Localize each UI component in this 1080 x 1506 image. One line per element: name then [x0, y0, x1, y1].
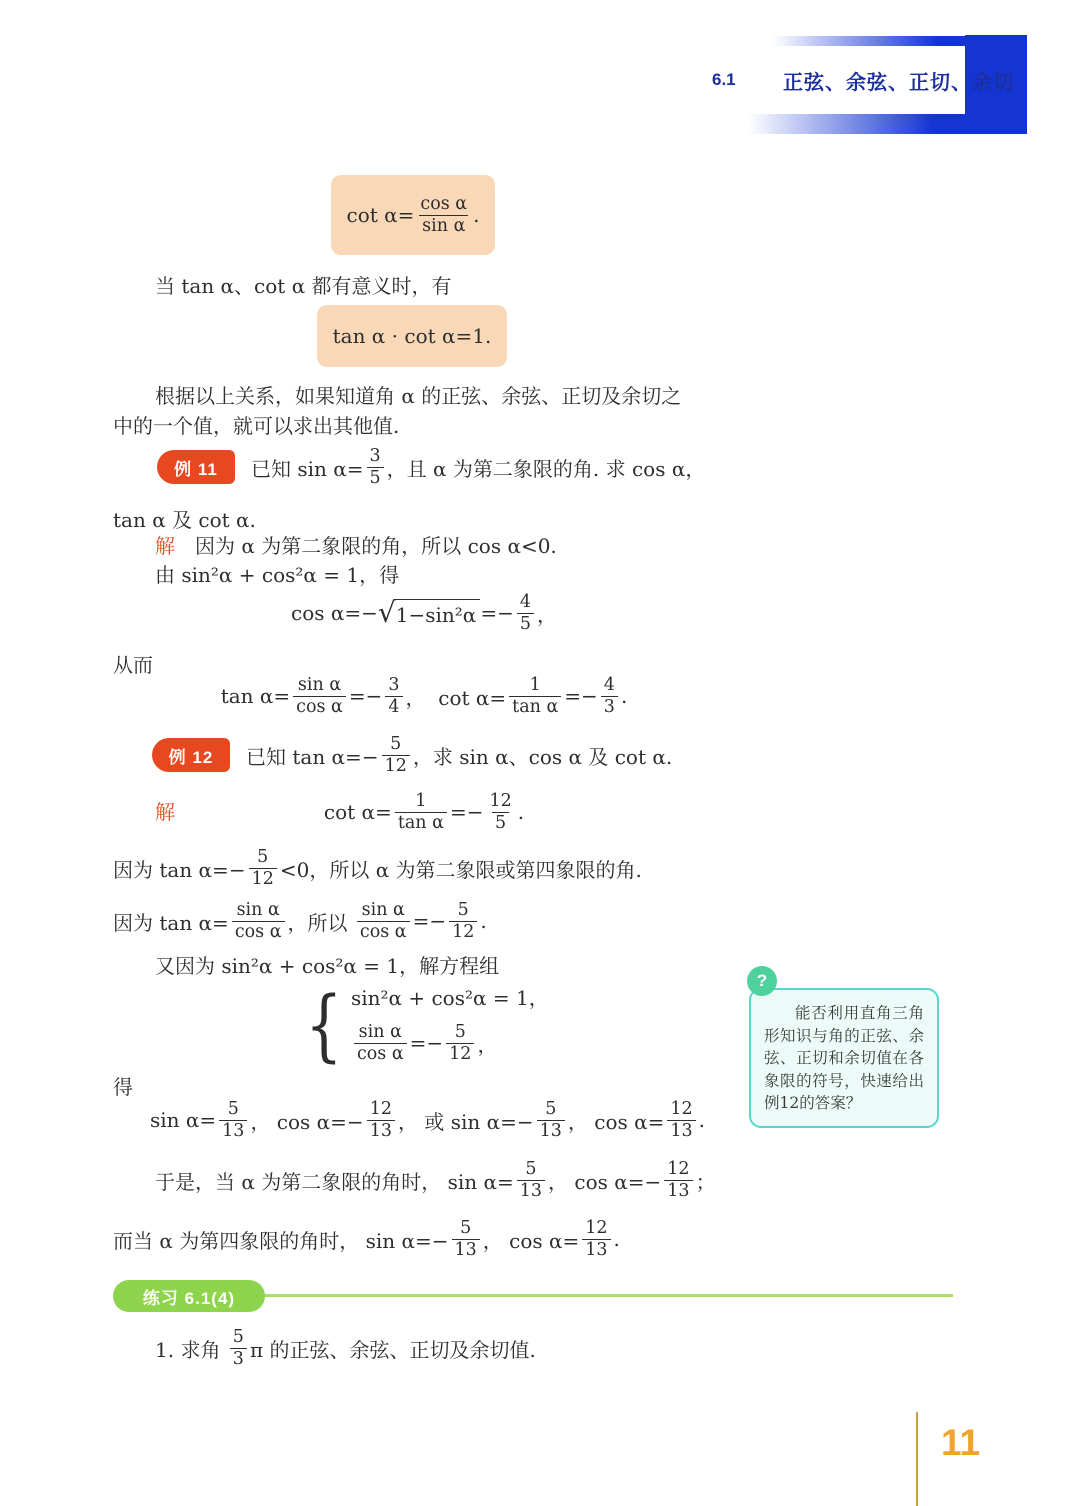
t: sin α=	[150, 1108, 217, 1132]
fraction-numerator: 12	[369, 1098, 392, 1119]
fraction	[601, 675, 618, 717]
fraction-numerator: sin α	[297, 674, 342, 695]
system-row2	[351, 1017, 498, 1069]
fraction-denominator: sin α	[419, 215, 468, 237]
equation-cos	[113, 586, 735, 640]
fraction	[219, 1099, 247, 1141]
fraction-denominator: 13	[537, 1120, 565, 1142]
fraction-denominator: 12	[249, 868, 277, 890]
equation-system	[113, 980, 735, 1072]
t: ；	[695, 1169, 716, 1194]
fraction	[395, 791, 447, 833]
t: .	[698, 1108, 706, 1132]
practice-badge: 练习 6.1(4)	[113, 1280, 265, 1312]
section-number: 6.1	[712, 70, 736, 89]
example11-row	[157, 440, 705, 494]
fraction	[582, 1218, 610, 1260]
fraction-denominator: 3	[601, 696, 618, 718]
fraction-numerator: cos α	[420, 193, 468, 214]
example12-solution-label: 解	[155, 800, 175, 824]
fraction-denominator: 13	[367, 1120, 395, 1142]
equation-cot12	[113, 784, 735, 840]
radical-sign: √	[377, 596, 396, 629]
fraction	[232, 900, 285, 942]
fraction-denominator: tan α	[395, 812, 447, 834]
t: =−	[564, 684, 598, 708]
paragraph-line2: 中的一个值，就可以求出其他值.	[113, 414, 400, 438]
fraction-numerator: 12	[667, 1158, 690, 1179]
paragraph-line1: 根据以上关系，如果知道角 α 的正弦、余弦、正切及余切之	[155, 384, 682, 408]
t: <0，所以 α 为第二象限或第四象限的角.	[279, 857, 642, 882]
fraction	[517, 592, 534, 634]
system-row1: sin²α + cos²α = 1，	[350, 986, 549, 1010]
fraction-denominator: 13	[452, 1239, 480, 1261]
t: ， cot α=	[405, 685, 507, 710]
t: =−	[449, 800, 484, 824]
because-line2	[113, 895, 487, 947]
text-when-defined: 当 tan α、cot α 都有意义时，有	[155, 274, 452, 298]
t: .	[613, 1227, 620, 1251]
formula-cot-lhs: cot α=	[346, 203, 415, 227]
fraction	[385, 675, 402, 717]
page-title: 正弦、余弦、正切、余切	[783, 72, 1014, 94]
fraction-numerator: 5	[454, 1021, 466, 1042]
practice-rule-line	[265, 1294, 953, 1297]
thus-line	[155, 1153, 716, 1207]
fraction-numerator: 4	[603, 674, 615, 695]
fraction	[509, 675, 561, 717]
eq-cos-pre: cos α=−	[291, 601, 378, 625]
results-line	[150, 1093, 705, 1147]
fraction-denominator: 3	[230, 1348, 247, 1370]
fraction-numerator: 5	[525, 1158, 537, 1179]
t: ， cos α=−	[548, 1169, 662, 1194]
example11-badge: 例 11	[157, 450, 235, 484]
system-rows	[351, 983, 549, 1069]
fraction-denominator: 13	[667, 1120, 695, 1142]
eq-cos-mid: =−	[480, 601, 514, 625]
fraction-numerator: 5	[390, 733, 402, 754]
fraction-numerator: 5	[457, 899, 469, 920]
example12-given-pre: 已知 tan α=−	[246, 744, 379, 769]
t: .	[480, 909, 487, 933]
fraction-numerator: 12	[585, 1217, 608, 1238]
header-gradient-top	[772, 36, 965, 46]
fraction	[230, 1327, 247, 1369]
formula-box-tancot	[317, 305, 507, 367]
equation-tan-cot	[113, 668, 735, 724]
t: ，	[477, 1032, 498, 1057]
again-line: 又因为 sin²α + cos²α = 1，解方程组	[155, 954, 500, 978]
eq-cos-post: ，	[536, 602, 557, 627]
fraction	[293, 675, 346, 717]
example12-row	[152, 727, 672, 783]
question-mark-icon: ?	[747, 966, 777, 996]
conjunction-congwer: 从而	[113, 653, 153, 677]
solution-text: 因为 α 为第二象限的角，所以 cos α<0.	[195, 534, 557, 558]
fraction-denominator: 4	[385, 696, 402, 718]
exercise-1	[155, 1320, 536, 1376]
formula-cot-period: .	[473, 203, 480, 227]
t: tan α=	[220, 684, 291, 708]
square-root	[377, 596, 480, 629]
fraction	[249, 847, 277, 889]
fraction	[446, 1022, 474, 1064]
t: =−	[348, 684, 383, 708]
fraction-denominator: 5	[517, 613, 534, 635]
example11-given-post: ，且 α 为第二象限的角. 求 cos α，	[386, 456, 706, 481]
fraction-denominator: 12	[446, 1043, 474, 1065]
fraction-numerator: 5	[232, 1326, 244, 1347]
fraction-numerator: 5	[257, 846, 269, 867]
fraction-denominator: 12	[449, 921, 477, 943]
solution-label: 解	[155, 534, 175, 558]
t: 于是，当 α 为第二象限的角时， sin α=	[155, 1169, 514, 1194]
fraction-denominator: cos α	[354, 1043, 407, 1065]
fraction-denominator: cos α	[293, 696, 346, 718]
fraction	[417, 194, 470, 236]
page-rule-vertical	[916, 1412, 918, 1506]
fraction-numerator: sin α	[361, 899, 405, 920]
example11-given-pre: 已知 sin α=	[251, 456, 364, 481]
t: cot α=	[323, 800, 392, 824]
system-brace: {	[305, 981, 343, 1071]
fraction	[664, 1159, 692, 1201]
header-gradient-bottom	[748, 114, 965, 134]
t: ，所以	[287, 910, 354, 935]
fraction-numerator: sin α	[358, 1021, 402, 1042]
fraction	[517, 1159, 545, 1201]
t: .	[620, 684, 628, 708]
formula-box-cot	[331, 175, 495, 255]
formula-tancot: tan α · cot α=1.	[332, 324, 492, 348]
fraction	[367, 446, 384, 488]
de-line: 得	[113, 1075, 133, 1099]
fraction	[367, 1099, 395, 1141]
t: ， cos α=	[482, 1228, 580, 1253]
fraction-denominator: 5	[367, 467, 384, 489]
example11-solution-line1	[155, 530, 557, 559]
t: ， 或 sin α=−	[397, 1109, 534, 1134]
fraction-denominator: 13	[219, 1120, 247, 1142]
fraction-numerator: 1	[529, 674, 541, 695]
fraction	[486, 791, 514, 833]
example12-given-post: ，求 sin α、cos α 及 cot α.	[412, 744, 673, 769]
t: =−	[409, 1031, 444, 1055]
t: 因为 tan α=	[113, 910, 229, 935]
example11-given-line2: tan α 及 cot α.	[113, 508, 256, 532]
fraction-numerator: 4	[519, 591, 531, 612]
example11-solution-line2: 由 sin²α + cos²α = 1，得	[155, 563, 400, 587]
fraction-numerator: 12	[670, 1098, 693, 1119]
fraction	[382, 734, 410, 776]
because-line1	[113, 842, 642, 894]
fraction	[537, 1099, 565, 1141]
fraction-numerator: 5	[460, 1217, 472, 1238]
t: =−	[412, 909, 447, 933]
fraction-numerator: 3	[369, 445, 381, 466]
fraction-denominator: cos α	[232, 921, 285, 943]
fraction	[354, 1022, 407, 1064]
t: ， cos α=−	[250, 1109, 364, 1134]
fraction-denominator: 13	[582, 1239, 610, 1261]
t: 1. 求角	[155, 1337, 227, 1362]
fraction	[449, 900, 477, 942]
t: π 的正弦、余弦、正切及余切值.	[249, 1337, 536, 1362]
fraction-numerator: sin α	[236, 899, 280, 920]
fraction	[667, 1099, 695, 1141]
fraction-numerator: 3	[388, 674, 400, 695]
fraction-denominator: cos α	[357, 921, 410, 943]
fraction-denominator: 12	[382, 755, 410, 777]
fraction-denominator: 5	[492, 812, 509, 834]
page-number: 11	[941, 1422, 981, 1463]
while-line	[113, 1212, 620, 1266]
t: 而当 α 为第四象限的角时， sin α=−	[113, 1228, 449, 1253]
fraction-numerator: 12	[489, 790, 512, 811]
side-note-bubble: 能否利用直角三角形知识与角的正弦、余弦、正切和余切值在各象限的符号，快速给出例12的答案？	[749, 988, 939, 1128]
t: ， cos α=	[567, 1109, 665, 1134]
fraction-denominator: 13	[664, 1180, 692, 1202]
t: 因为 tan α=−	[113, 857, 246, 882]
fraction	[357, 900, 410, 942]
t: .	[517, 800, 525, 824]
fraction	[452, 1218, 480, 1260]
fraction-numerator: 1	[415, 790, 427, 811]
radicand: 1−sin²α	[394, 599, 481, 627]
fraction-numerator: 5	[545, 1098, 557, 1119]
fraction-numerator: 5	[227, 1098, 239, 1119]
fraction-denominator: 13	[517, 1180, 545, 1202]
fraction-denominator: tan α	[509, 696, 561, 718]
example12-badge: 例 12	[152, 738, 230, 772]
